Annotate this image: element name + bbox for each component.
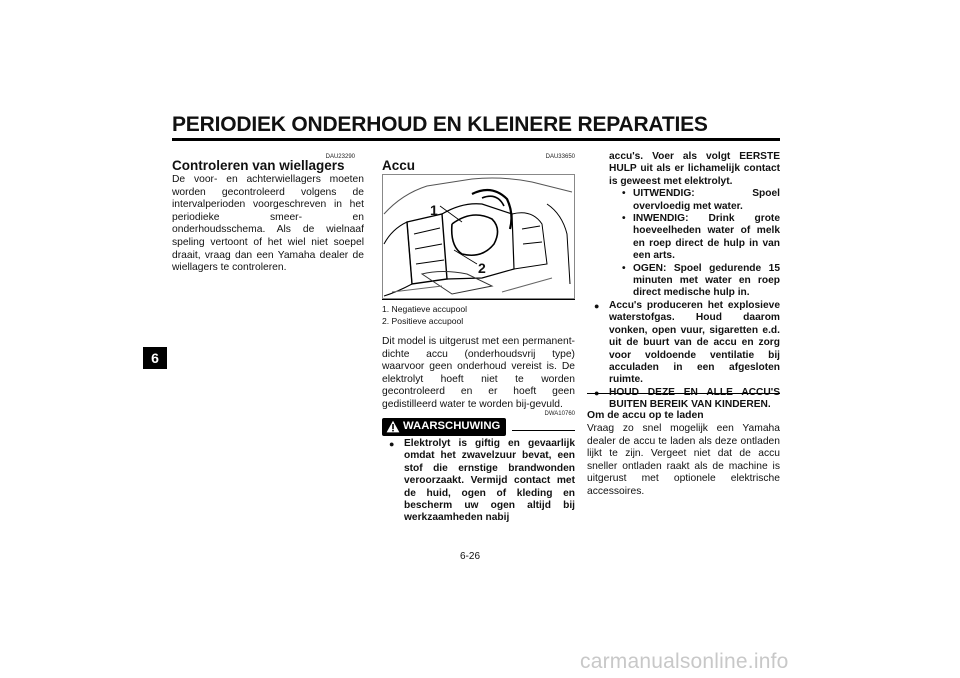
callout-2: 2 [478,260,486,276]
warning-label-box [382,418,506,436]
caption-1: 1. Negatieve accupool [382,304,468,314]
watermark: carmanualsonline.info [580,650,789,673]
sub-list-item: • OGEN: Spoel gedurende 15 minuten met water en roep direct medische hulp in. [622,262,780,299]
list-item: ● Elektrolyt is giftig en gevaarlijk omdat het zwavelzuur bevat, een stof die ernstige brandwonden veroorzaakt. Vermijd contact met de huid, ogen of kleding en bescherm uw ogen altijd bij werkzaamheden nabij [389,438,575,524]
accu-body: Dit model is uitgerust met een permanent-dichte accu (onderhoudsvrij type) waarvoor geen onderhoud vereist is. De elektrolyt hoeft niet te worden gecontroleerd en er hoeft geen gedistilleerd water te worden bij-gevuld. [382,336,575,410]
section-heading: Controleren van wiellagers [172,158,345,173]
section-heading: Accu [382,158,416,173]
figure-rule [382,299,575,300]
battery-figure [382,174,575,299]
caption-2: 2. Positieve accupool [382,316,464,326]
sub-list-item: • UITWENDIG: Spoel overvloedig met water. [622,188,780,212]
page-number: 6-26 [460,551,481,562]
page-title: PERIODIEK ONDERHOUD EN KLEINERE REPARATIES [172,113,708,136]
warning-triangle-icon [386,420,400,438]
warning-list-col1 [382,438,575,525]
section-code: DAU23290 [325,154,355,160]
bullet-dot-icon: ● [389,439,395,449]
warning-code: DWA10760 [544,411,575,417]
warning-rule [512,430,575,431]
chapter-tab: 6 [143,347,167,369]
list-item: ● Accu's produceren het explosieve waterstofgas. Houd daarom vonken, open vuur, sigaretten e.d. uit de buurt van de accu en zorg voor voldoende ventilatie bij acculaden in een afgesloten ruimte. [594,299,780,386]
charging-body: Vraag zo snel mogelijk een Yamaha dealer de accu te laden als deze ontladen lijkt te zijn. Vergeet niet dat de accu sneller ontladen raakt als de machine is uitgerust met optionele elektrische accessoires. [587,423,780,497]
section-code: DAU33650 [545,154,575,160]
subsection-heading: Om de accu op te laden [587,410,704,421]
warning-list-col2 [587,151,780,412]
warning-end-rule [587,393,780,394]
list-item-continued: accu's. Voer als volgt EERSTE HULP uit als er lichamelijk contact is geweest met elektrolyt. • UITWENDIG: Spoel overvloedig met water. • INWENDIG: Drink grote hoeveelheden water of melk en roep direct de hulp in van een arts. • OGEN: Spoel gedurende 15 minuten met water en roep direct medische hulp in. [609,151,780,299]
bullet-dot-icon: ● [594,300,600,311]
section-body: De voor- en achterwiellagers moeten worden gecontroleerd volgens de intervalperioden voorgeschreven in het periodieke smeer- en onderhoudsschema. Als de wielnaaf speling vertoont of het wiel niet soepel draait, vraag dan een Yamaha dealer de wiellagers te controleren. [172,174,364,274]
callout-1: 1 [430,202,438,218]
warning-label: WAARSCHUWING [403,420,501,432]
header-rule [172,138,780,141]
list-item: BUITEN BEREIK VAN KINDEREN. [587,387,780,412]
sub-list-item: • INWENDIG: Drink grote hoeveelheden water of melk en roep direct de hulp in van een arts. [622,213,780,262]
